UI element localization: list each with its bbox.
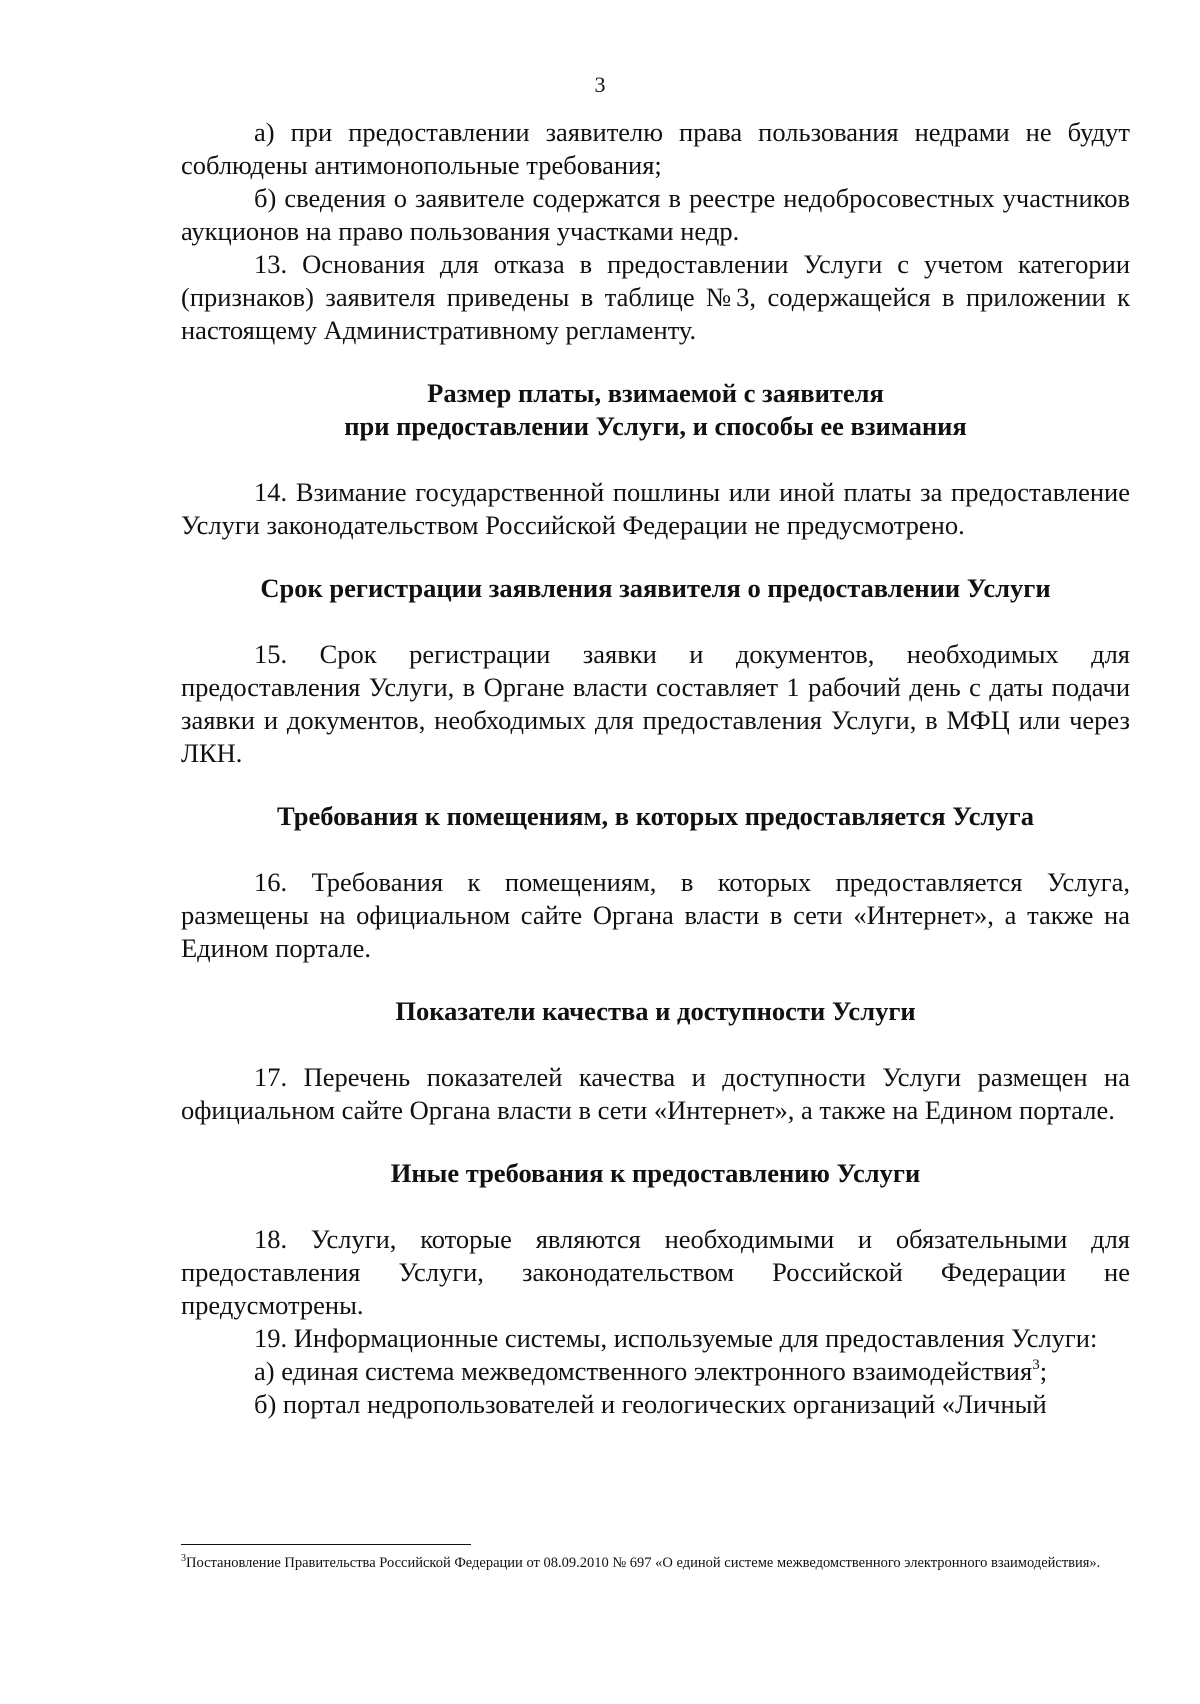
paragraph-12a: а) при предоставлении заявителю права пользования недрами не будут соблюдены антимонопольные требования; — [181, 117, 1130, 180]
section-heading-premises: Требования к помещениям, в которых предоставляется Услуга — [277, 801, 1034, 831]
paragraph-17: 17. Перечень показателей качества и доступности Услуги размещен на официальном сайте Органа власти в сети «Интернет», а также на Едином портале. — [181, 1062, 1130, 1125]
footnote-text: Постановление Правительства Российской Федерации от 08.09.2010 № 697 «О единой системе межведомственного электронного взаимодействия». — [186, 1555, 1101, 1571]
paragraph-15: 15. Срок регистрации заявки и документов, необходимых для предоставления Услуги, в Органе власти составляет 1 рабочий день с даты подачи заявки и документов, необходимых для предоставления Услуги, в МФЦ или через ЛКН. — [181, 639, 1130, 768]
paragraph-19a-text: а) единая система межведомственного электронного взаимодействия — [254, 1356, 1033, 1386]
section-heading-fee — [181, 377, 1130, 443]
footnote-reference: 3 — [1032, 1357, 1040, 1373]
footnote-marker: 3 — [181, 1553, 186, 1564]
footnote — [181, 1552, 1130, 1574]
paragraph-19: 19. Информационные системы, используемые для предоставления Услуги: — [254, 1323, 1098, 1353]
section-heading-fee-line1: Размер платы, взимаемой с заявителя — [427, 378, 884, 408]
paragraph-14: 14. Взимание государственной пошлины или иной платы за предоставление Услуги законодательством Российской Федерации не предусмотрено. — [181, 477, 1130, 540]
paragraph-19a — [181, 1355, 1130, 1388]
section-heading-registration: Срок регистрации заявления заявителя о предоставлении Услуги — [260, 573, 1051, 603]
paragraph-12b: б) сведения о заявителе содержатся в реестре недобросовестных участников аукционов на право пользования участками недр. — [181, 183, 1130, 246]
section-heading-fee-line2: при предоставлении Услуги, и способы ее взимания — [344, 411, 967, 441]
paragraph-16: 16. Требования к помещениям, в которых предоставляется Услуга, размещены на официальном сайте Органа власти в сети «Интернет», а также на Едином портале. — [181, 867, 1130, 963]
paragraph-19b: б) портал недропользователей и геологических организаций «Личный — [254, 1389, 1047, 1419]
document-body — [181, 116, 1130, 1421]
footnote-divider — [181, 1544, 471, 1545]
section-heading-quality: Показатели качества и доступности Услуги — [395, 996, 916, 1026]
paragraph-18: 18. Услуги, которые являются необходимыми и обязательными для предоставления Услуги, законодательством Российской Федерации не предусмотрены. — [181, 1224, 1130, 1320]
paragraph-13: 13. Основания для отказа в предоставлении Услуги с учетом категории (признаков) заявителя приведены в таблице №3, содержащейся в приложении к настоящему Административному регламенту. — [181, 249, 1130, 345]
page-number: 3 — [594, 72, 606, 97]
section-heading-other-requirements: Иные требования к предоставлению Услуги — [390, 1158, 921, 1188]
paragraph-19a-end: ; — [1039, 1356, 1048, 1386]
